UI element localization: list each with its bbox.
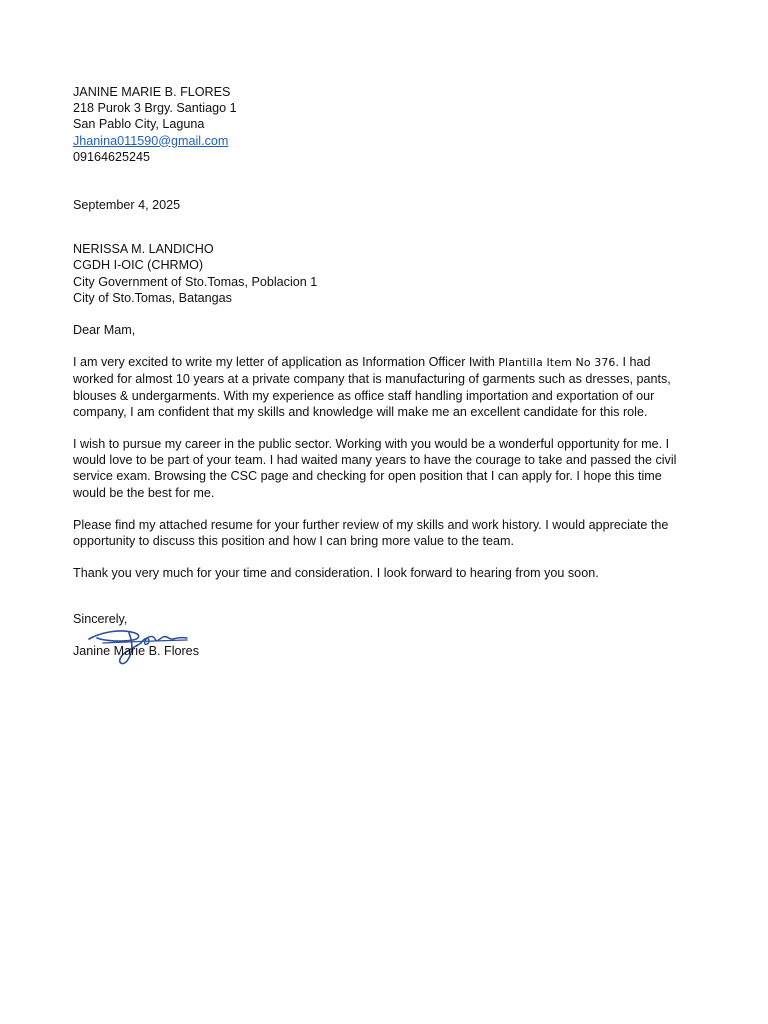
body-p1-intro: I am very excited to write my letter of application as Information Officer Iwith [73, 355, 499, 370]
body-paragraph-1 [73, 354, 681, 420]
sender-address-line1: 218 Purok 3 Brgy. Santiago 1 [73, 101, 237, 116]
recipient-block [73, 241, 680, 306]
sender-block [73, 84, 680, 165]
body-p1-rest: . I had worked for almost 10 years at a private company that is manufacturing of garments such as dresses, pants, blouses & undergarments. With my experience as office staff handling importation and exportation of our company, I am confident that my skills and knowledge will make me an excellent candidate for this role. [73, 355, 671, 419]
closing-sincerely: Sincerely, [73, 612, 128, 627]
sender-email-link[interactable]: Jhanina011590@gmail.com [73, 133, 229, 148]
recipient-name: NERISSA M. LANDICHO [73, 242, 214, 257]
sender-address-line2: San Pablo City, Laguna [73, 117, 205, 132]
closing-block [73, 611, 680, 681]
salutation: Dear Mam, [73, 323, 136, 338]
body-paragraph-2: I wish to pursue my career in the public sector. Working with you would be a wonderful opportunity for me. I would love to be part of your team. I had waited many years to have the courage to take and passed the civil service exam. Browsing the CSC page and checking for open position that I can apply for. I hope this time would be the best for me. [73, 437, 677, 500]
signer-name: Janine Marie B. Flores [73, 644, 199, 659]
body-paragraph-4: Thank you very much for your time and consideration. I look forward to hearing from you soon. [73, 566, 599, 581]
recipient-title: CGDH I-OIC (CHRMO) [73, 258, 204, 273]
body-paragraph-3: Please find my attached resume for your further review of my skills and work history. I would appreciate the opportunity to discuss this position and how I can bring more value to the team. [73, 517, 669, 549]
sender-phone: 09164625245 [73, 149, 151, 164]
recipient-city: City of Sto.Tomas, Batangas [73, 290, 232, 305]
plantilla-item: Plantilla Item No 376 [498, 356, 616, 370]
letter-date: September 4, 2025 [73, 198, 181, 213]
sender-name: JANINE MARIE B. FLORES [73, 85, 231, 99]
recipient-office: City Government of Sto.Tomas, Poblacion 1 [73, 274, 318, 289]
